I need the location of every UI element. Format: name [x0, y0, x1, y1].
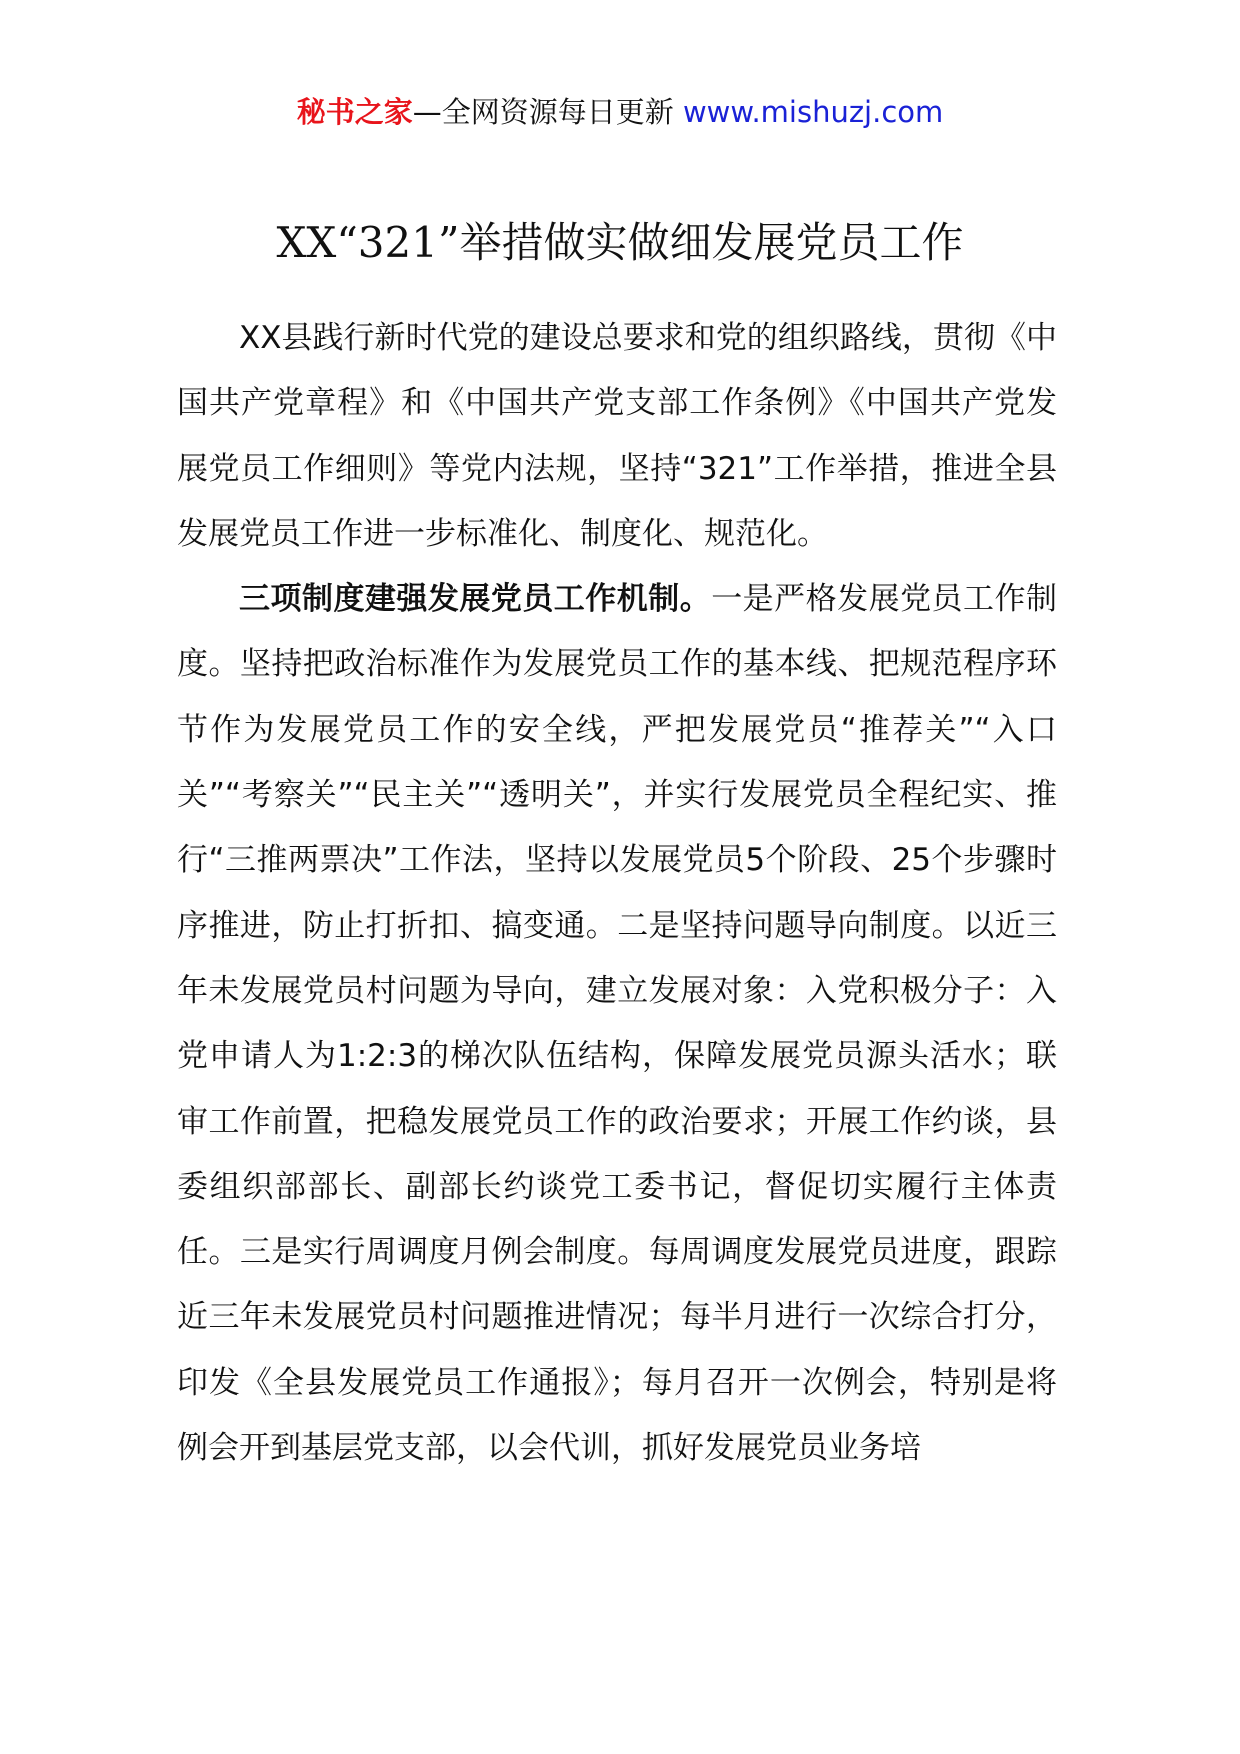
site-header	[0, 92, 1240, 132]
paragraph-heading: 三项制度建强发展党员工作机制。	[239, 581, 712, 618]
paragraph-three-systems	[177, 567, 1057, 1481]
header-slogan: —全网资源每日更新	[412, 95, 674, 129]
paragraph-text: XX县践行新时代党的建设总要求和党的组织路线，贯彻《中国共产党章程》和《中国共产党支部工作条例》《中国共产党发展党员工作细则》等党内法规，坚持“321”工作举措，推进全县发展党员工作进一步标准化、制度化、规范化。	[177, 320, 1057, 552]
article-title	[0, 215, 1240, 271]
title-main: 举措做实做细发展党员工作	[459, 218, 964, 267]
site-url-link[interactable]: www.mishuzj.com	[682, 95, 944, 129]
paragraph-intro	[177, 306, 1057, 567]
article-body	[177, 306, 1057, 1481]
title-prefix: XX“321”	[276, 218, 460, 267]
paragraph-text: 一是严格发展党员工作制度。坚持把政治标准作为发展党员工作的基本线、把规范程序环节作为发展党员工作的安全线，严把发展党员“推荐关”“入口关”“考察关”“民主关”“透明关”，并实行发展党员全程纪实、推行“三推两票决”工作法，坚持以发展党员5个阶段、25个步骤时序推进，防止打折扣、搞变通。二是坚持问题导向制度。以近三年未发展党员村问题为导向，建立发展对象：入党积极分子：入党申请人为1:2:3的梯次队伍结构，保障发展党员源头活水；联审工作前置，把稳发展党员工作的政治要求；开展工作约谈，县委组织部部长、副部长约谈党工委书记，督促切实履行主体责任。三是实行周调度月例会制度。每周调度发展党员进度，跟踪近三年未发展党员村问题推进情况；每半月进行一次综合打分，印发《全县发展党员工作通报》；每月召开一次例会，特别是将例会开到基层党支部，以会代训，抓好发展党员业务培	[177, 581, 1058, 1467]
brand-name: 秘书之家	[296, 95, 413, 129]
